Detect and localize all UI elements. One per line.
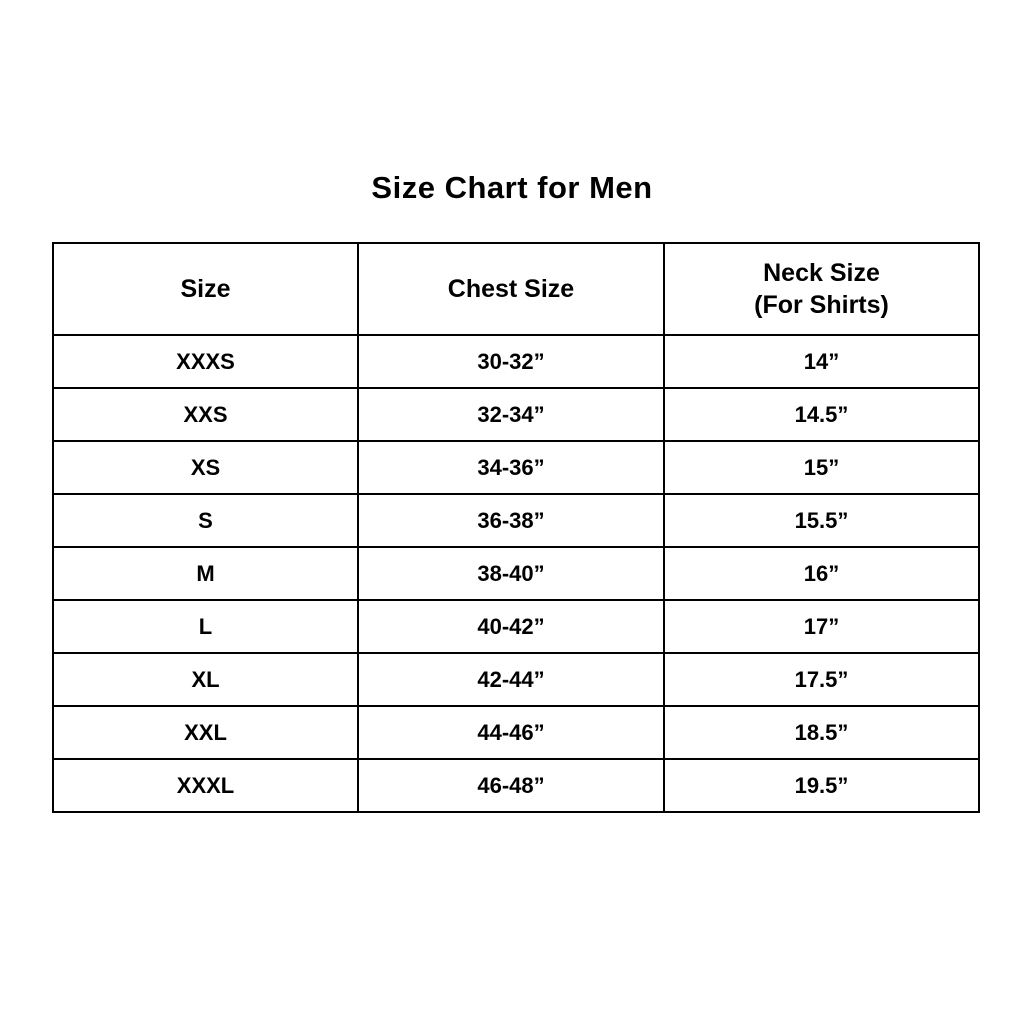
cell-chest-size: 46-48” [358, 759, 664, 812]
cell-neck-size: 14.5” [664, 388, 979, 441]
column-header-neck-size-label: Neck Size [763, 258, 880, 287]
cell-chest-size: 30-32” [358, 335, 664, 388]
column-header-chest-size [358, 243, 664, 335]
header-row [53, 243, 979, 335]
cell-size: XS [53, 441, 358, 494]
cell-chest-size: 44-46” [358, 706, 664, 759]
cell-size: XXS [53, 388, 358, 441]
table-row [53, 706, 979, 759]
cell-neck-size: 17.5” [664, 653, 979, 706]
cell-size: XXXL [53, 759, 358, 812]
column-header-size [53, 243, 358, 335]
cell-neck-size: 15” [664, 441, 979, 494]
cell-size: XXXS [53, 335, 358, 388]
cell-chest-size: 38-40” [358, 547, 664, 600]
table-row [53, 335, 979, 388]
table-row [53, 388, 979, 441]
cell-neck-size: 17” [664, 600, 979, 653]
cell-size: L [53, 600, 358, 653]
table-row [53, 547, 979, 600]
cell-neck-size: 19.5” [664, 759, 979, 812]
cell-size: XL [53, 653, 358, 706]
cell-neck-size: 15.5” [664, 494, 979, 547]
cell-chest-size: 36-38” [358, 494, 664, 547]
cell-neck-size: 18.5” [664, 706, 979, 759]
page-title: Size Chart for Men [371, 170, 653, 205]
cell-neck-size: 14” [664, 335, 979, 388]
cell-size: XXL [53, 706, 358, 759]
cell-size: S [53, 494, 358, 547]
column-header-chest-size-label: Chest Size [447, 274, 575, 303]
column-header-neck-size [664, 243, 979, 335]
table-body [53, 335, 979, 812]
table-row [53, 494, 979, 547]
column-header-neck-size-sublabel: (For Shirts) [754, 291, 889, 319]
table-row [53, 759, 979, 812]
table-row [53, 441, 979, 494]
cell-chest-size: 32-34” [358, 388, 664, 441]
column-header-size-label: Size [180, 274, 231, 303]
cell-chest-size: 42-44” [358, 653, 664, 706]
cell-size: M [53, 547, 358, 600]
table-row [53, 600, 979, 653]
table-header [53, 243, 979, 335]
table-row [53, 653, 979, 706]
cell-chest-size: 34-36” [358, 441, 664, 494]
size-chart-table [52, 242, 980, 813]
cell-neck-size: 16” [664, 547, 979, 600]
cell-chest-size: 40-42” [358, 600, 664, 653]
